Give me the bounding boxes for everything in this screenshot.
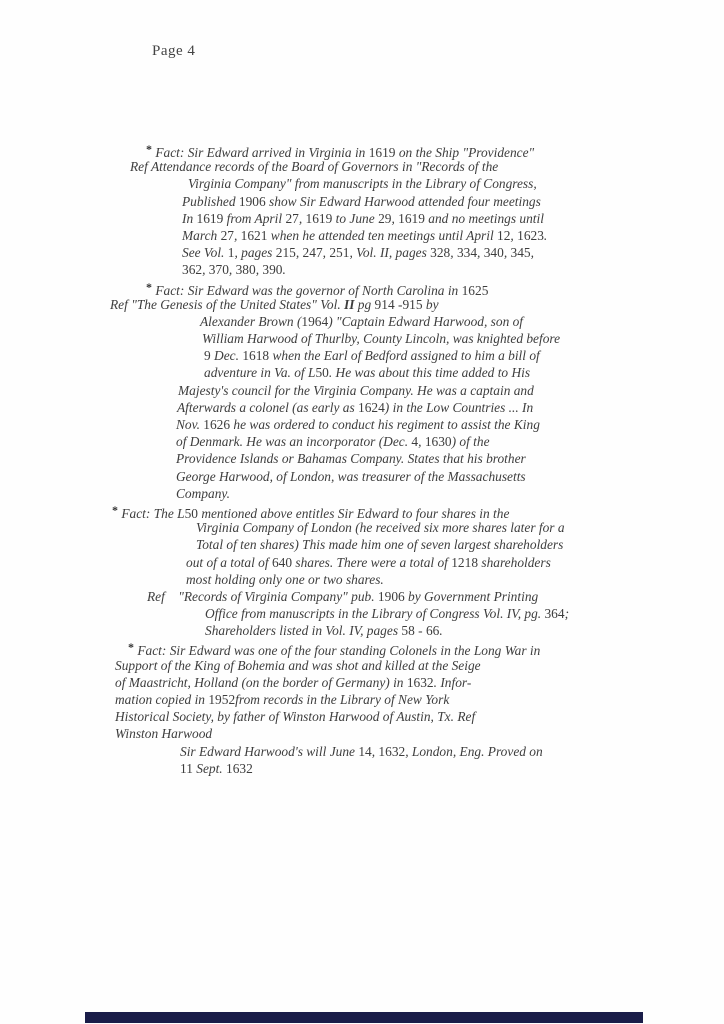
text-line: * Fact: The L50 mentioned above entitles Sir Edward to four shares in the — [112, 502, 510, 522]
text-line: adventure in Va. of L50. He was about this time added to His — [204, 365, 531, 381]
text-line: Historical Society, by father of Winston Harwood of Austin, Tx. Ref — [115, 709, 476, 725]
bottom-scan-bar — [85, 1012, 643, 1023]
text-line: 362, 370, 380, 390. — [182, 262, 286, 278]
text-line: Alexander Brown (1964) "Captain Edward Harwood, son of — [200, 313, 524, 329]
text-line: Sir Edward Harwood's will June 14, 1632, London, Eng. Proved on — [180, 743, 543, 759]
text-line: Shareholders listed in Vol. IV, pages 58 - 66. — [205, 623, 443, 639]
text-line: Company. — [176, 485, 230, 501]
page-header: Page 4 — [152, 43, 196, 59]
text-line: Ref "Records of Virginia Company" pub. 1906 by Government Printing — [147, 588, 539, 604]
text-line: Total of ten shares) This made him one of seven largest shareholders — [196, 537, 564, 553]
text-line: 9 Dec. 1618 when the Earl of Bedford assigned to him a bill of — [204, 348, 540, 364]
text-line: Winston Harwood — [115, 726, 213, 742]
text-line: Virginia Company" from manuscripts in the Library of Congress, — [188, 176, 537, 192]
text-line: Providence Islands or Bahamas Company. States that his brother — [176, 451, 526, 467]
text-line: Published 1906 show Sir Edward Harwood attended four meetings — [182, 193, 541, 209]
document-body — [0, 141, 724, 777]
text-line: Majesty's council for the Virginia Company. He was a captain and — [178, 382, 534, 398]
text-line: March 27, 1621 when he attended ten meetings until April 12, 1623. — [182, 227, 548, 243]
text-line: most holding only one or two shares. — [186, 571, 384, 587]
text-line: Office from manuscripts in the Library of Congress Vol. IV, pg. 364; — [205, 606, 570, 622]
text-line: In 1619 from April 27, 1619 to June 29, 1619 and no meetings until — [182, 210, 544, 226]
text-line: out of a total of 640 shares. There were a total of 1218 shareholders — [186, 554, 551, 570]
text-line: of Denmark. He was an incorporator (Dec. 4, 1630) of the — [176, 434, 490, 450]
text-line: * Fact: Sir Edward was the governor of North Carolina in 1625 — [146, 279, 489, 298]
text-line: Support of the King of Bohemia and was shot and killed at the Seige — [115, 657, 481, 673]
text-line: 11 Sept. 1632 — [180, 760, 253, 776]
text-line: Ref "The Genesis of the United States" Vol. II pg 914 -915 by — [110, 296, 439, 312]
text-line: See Vol. 1, pages 215, 247, 251, Vol. II, pages 328, 334, 340, 345, — [182, 245, 534, 261]
text-line: * Fact: Sir Edward arrived in Virginia in 1619 on the Ship "Providence" — [146, 142, 535, 161]
text-line: Nov. 1626 he was ordered to conduct his regiment to assist the King — [176, 417, 540, 432]
text-line: Afterwards a colonel (as early as 1624) in the Low Countries ... In — [177, 399, 534, 415]
text-line: George Harwood, of London, was treasurer of the Massachusetts — [176, 468, 526, 484]
text-line: mation copied in 1952from records in the Library of New York — [115, 692, 450, 707]
text-line: Virginia Company of London (he received six more shares later for a — [196, 520, 565, 536]
text-line: William Harwood of Thurlby, County Lincoln, was knighted before — [202, 331, 561, 347]
text-line: of Maastricht, Holland (on the border of Germany) in 1632. Infor- — [115, 674, 472, 690]
text-line: Ref Attendance records of the Board of Governors in "Records of the — [130, 159, 499, 175]
text-line: * Fact: Sir Edward was one of the four standing Colonels in the Long War in — [128, 640, 541, 659]
